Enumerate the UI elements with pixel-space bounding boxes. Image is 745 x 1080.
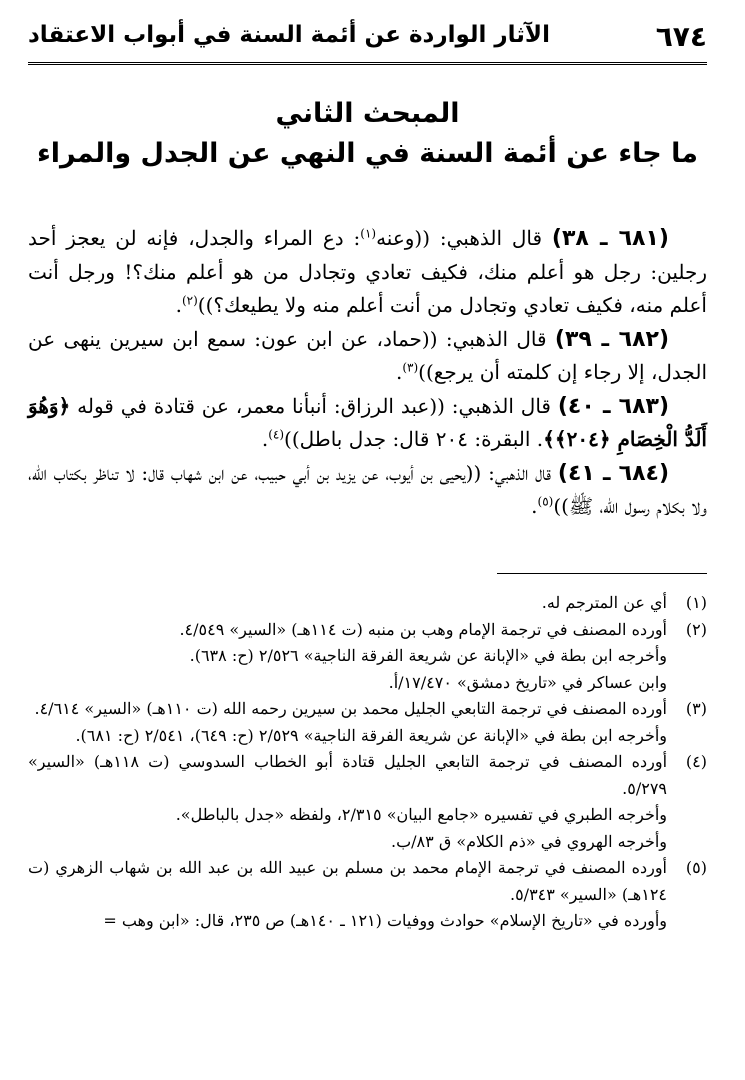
section-heading-2: ما جاء عن أئمة السنة في النهي عن الجدل والمراء	[36, 138, 699, 169]
footnote-continuation: وأورده في «تاريخ الإسلام» حوادث ووفيات (١٢١ ـ ١٤٠هـ) ص ٢٣٥، قال: «ابن وهب =	[103, 911, 667, 930]
paragraph-683	[28, 390, 707, 457]
footnote-1	[28, 590, 707, 617]
paragraph-end: .	[531, 494, 538, 518]
athar-number: (٦٨٣ ـ ٤٠)	[557, 393, 669, 419]
footnote-line: وابن عساكر في «تاريخ دمشق» ١٧/٤٧٠/أ.	[388, 672, 667, 692]
footnotes	[28, 590, 707, 935]
footnote-number: (٤)	[685, 752, 707, 771]
footnote-number: (٥)	[685, 858, 707, 877]
footnote-separator	[497, 573, 707, 574]
footnote-line: وأخرجه ابن بطة في «الإبانة عن شريعة الفرقة الناجية» ٢/٥٢٩ (ح: ٦٤٩)، ٢/٥٤١ (ح: ٦٨١).	[75, 725, 667, 745]
footnote-number: (٢)	[685, 619, 707, 639]
footnote-line: وأخرجه ابن بطة في «الإبانة عن شريعة الفرقة الناجية» ٢/٥٢٦ (ح: ٦٣٨).	[189, 646, 667, 665]
athar-number: (٦٨٢ ـ ٣٩)	[554, 326, 669, 352]
footnote-line: وأخرجه الطبري في تفسيره «جامع البيان» ٢/٣١٥، ولفظه «جدل بالباطل».	[175, 805, 667, 824]
paragraph-text: . البقرة: ٢٠٤ قال: جدل باطل))	[284, 427, 544, 451]
paragraph-end: .	[261, 427, 269, 451]
paragraph-684	[28, 457, 707, 524]
quran-verse: ﴿وَهُوَ أَلَدُّ الْخِصَامِ ﴿٢٠٤﴾﴾	[28, 393, 707, 451]
footnote-body	[28, 696, 667, 749]
paragraph-text: قال الذهبي: ((يحيى بن أيوب، عن يزيد بن أبي حبيب، عن ابن شهاب قال: لا تناظر بكتاب الله، ولا بكلام رسول الله، ﷺ))	[28, 460, 707, 518]
footnote-line: أورده المصنف في ترجمة الإمام وهب بن منبه (ت ١١٤هـ) «السير» ٤/٥٤٩.	[179, 619, 667, 639]
paragraph-text: قال الذهبي: ((عبد الرزاق: أنبأنا معمر، عن قتادة في قوله	[70, 393, 558, 418]
footnote-ref: (٣)	[402, 360, 419, 375]
paragraph-end: .	[175, 293, 182, 317]
athar-number: (٦٨٤ ـ ٤١)	[557, 460, 670, 486]
paragraph-end: .	[395, 360, 403, 384]
athar-number: (٦٨١ ـ ٣٨)	[551, 226, 669, 251]
footnote-body	[28, 855, 667, 908]
footnote-body	[28, 590, 667, 617]
footnote-line: أورده المصنف في ترجمة التابعي الجليل قتادة أبو الخطاب السدوسي (ت ١١٨هـ) «السير» ٥/٢٧٩.	[28, 752, 668, 798]
footnote-2	[28, 617, 707, 697]
footnote-5	[28, 855, 707, 908]
footnote-4	[28, 749, 707, 855]
footnote-3	[28, 696, 707, 749]
paragraph-text: قال الذهبي: ((وعنه	[376, 226, 552, 250]
paragraph-text: : دع المراء والجدل، فإنه لن يعجز أحد رجلين: رجل هو أعلم منك، فكيف تعادي وتجادل من هو أعلم منك؟! ورجل أنت أعلم منه، فكيف تعادي وتجادل من أنت أعلم منه ولا يطيعك؟))	[28, 226, 707, 317]
footnote-ref: (٤)	[268, 427, 285, 442]
page-header	[28, 18, 707, 65]
footnote-number: (٣)	[685, 699, 707, 718]
footnote-ref: (٥)	[537, 494, 554, 509]
footnote-number: (١)	[685, 593, 707, 612]
footnote-body	[28, 749, 667, 855]
footnote-line: أورده المصنف في ترجمة الإمام محمد بن مسلم بن عبيد الله بن عبد الله بن شهاب الزهري (ت ١٢٤هـ) «السير» ٥/٣٤٣.	[28, 858, 667, 904]
page-number: ٦٧٤	[655, 20, 707, 53]
running-title: الآثار الواردة عن أئمة السنة في أبواب الاعتقاد	[28, 22, 550, 48]
paragraph-text: قال الذهبي: ((حماد، عن ابن عون: سمع ابن سيرين ينهى عن الجدل، إلا رجاء إن كلمته أن يرجع))	[28, 326, 707, 384]
body-text	[28, 222, 707, 524]
footnote-ref: (٢)	[181, 293, 198, 308]
paragraph-681	[28, 222, 707, 323]
footnote-line: وأخرجه الهروي في «ذم الكلام» ق ٨٣/ب.	[391, 831, 667, 851]
footnote-ref: (١)	[360, 226, 377, 241]
paragraph-682	[28, 323, 707, 390]
footnote-line: أورده المصنف في ترجمة التابعي الجليل محمد بن سيرين رحمه الله (ت ١١٠هـ) «السير» ٤/٦١٤.	[34, 699, 667, 718]
footnote-line: أي عن المترجم له.	[541, 593, 667, 612]
footnote-body	[28, 617, 667, 697]
section-heading-1: المبحث الثاني	[275, 98, 460, 129]
